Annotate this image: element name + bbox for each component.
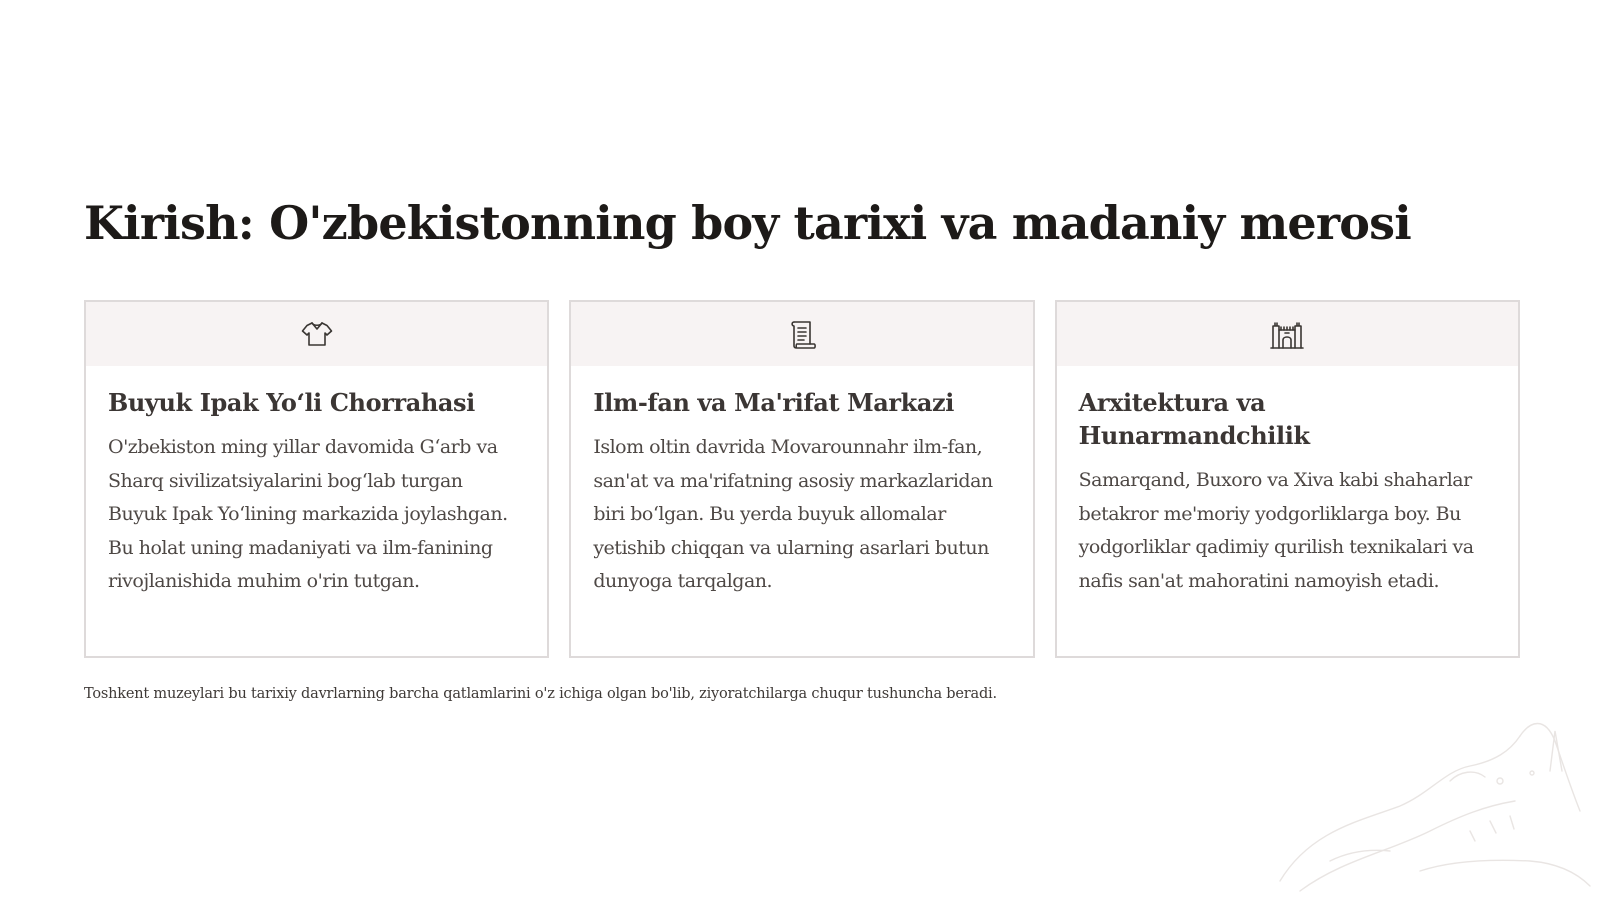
card-text: Islom oltin davrida Movarounnahr ilm-fan, san'at va ma'rifatning asosiy markazlaridan biri bo‘lgan. Bu yerda buyuk allomalar yetishib chiqqan va ularning asarlari butun dunyoga tarqalgan. — [593, 436, 993, 593]
card-science — [569, 300, 1034, 658]
fortress-icon — [1269, 316, 1305, 352]
card-header — [571, 302, 1032, 366]
card-header — [1057, 302, 1518, 366]
card-body — [86, 366, 547, 617]
footnote: Toshkent muzeylari bu tarixiy davrlarning barcha qatlamlarini o'z ichiga olgan bo'lib, ziyoratchilarga chuqur tushuncha beradi. — [84, 686, 997, 702]
card-header — [86, 302, 547, 366]
card-title: Arxitektura va Hunarmandchilik — [1078, 388, 1310, 450]
page-title: Kirish: O'zbekistonning boy tarixi va madaniy merosi — [84, 196, 1411, 250]
card-silk-road — [84, 300, 549, 658]
card-body — [571, 366, 1032, 617]
card-body — [1057, 366, 1518, 616]
card-title: Buyuk Ipak Yo‘li Chorrahasi — [108, 388, 475, 417]
decorative-sketch — [1270, 711, 1600, 901]
card-text: Samarqand, Buxoro va Xiva kabi shaharlar betakror me'moriy yodgorliklarga boy. Bu yodgorliklar qadimiy qurilish texnikalari va nafis san'at mahoratini namoyish etadi. — [1078, 469, 1474, 592]
card-title: Ilm-fan va Ma'rifat Markazi — [593, 388, 954, 417]
card-text: O'zbekiston ming yillar davomida G‘arb va Sharq sivilizatsiyalarini bog‘lab turgan Buyuk Ipak Yo‘lining markazida joylashgan. Bu holat uning madaniyati va ilm-fanining rivojlanishida muhim o'rin tutgan. — [108, 436, 508, 593]
card-row — [84, 300, 1520, 658]
shirt-icon — [299, 316, 335, 352]
scroll-icon — [784, 316, 820, 352]
card-architecture — [1055, 300, 1520, 658]
